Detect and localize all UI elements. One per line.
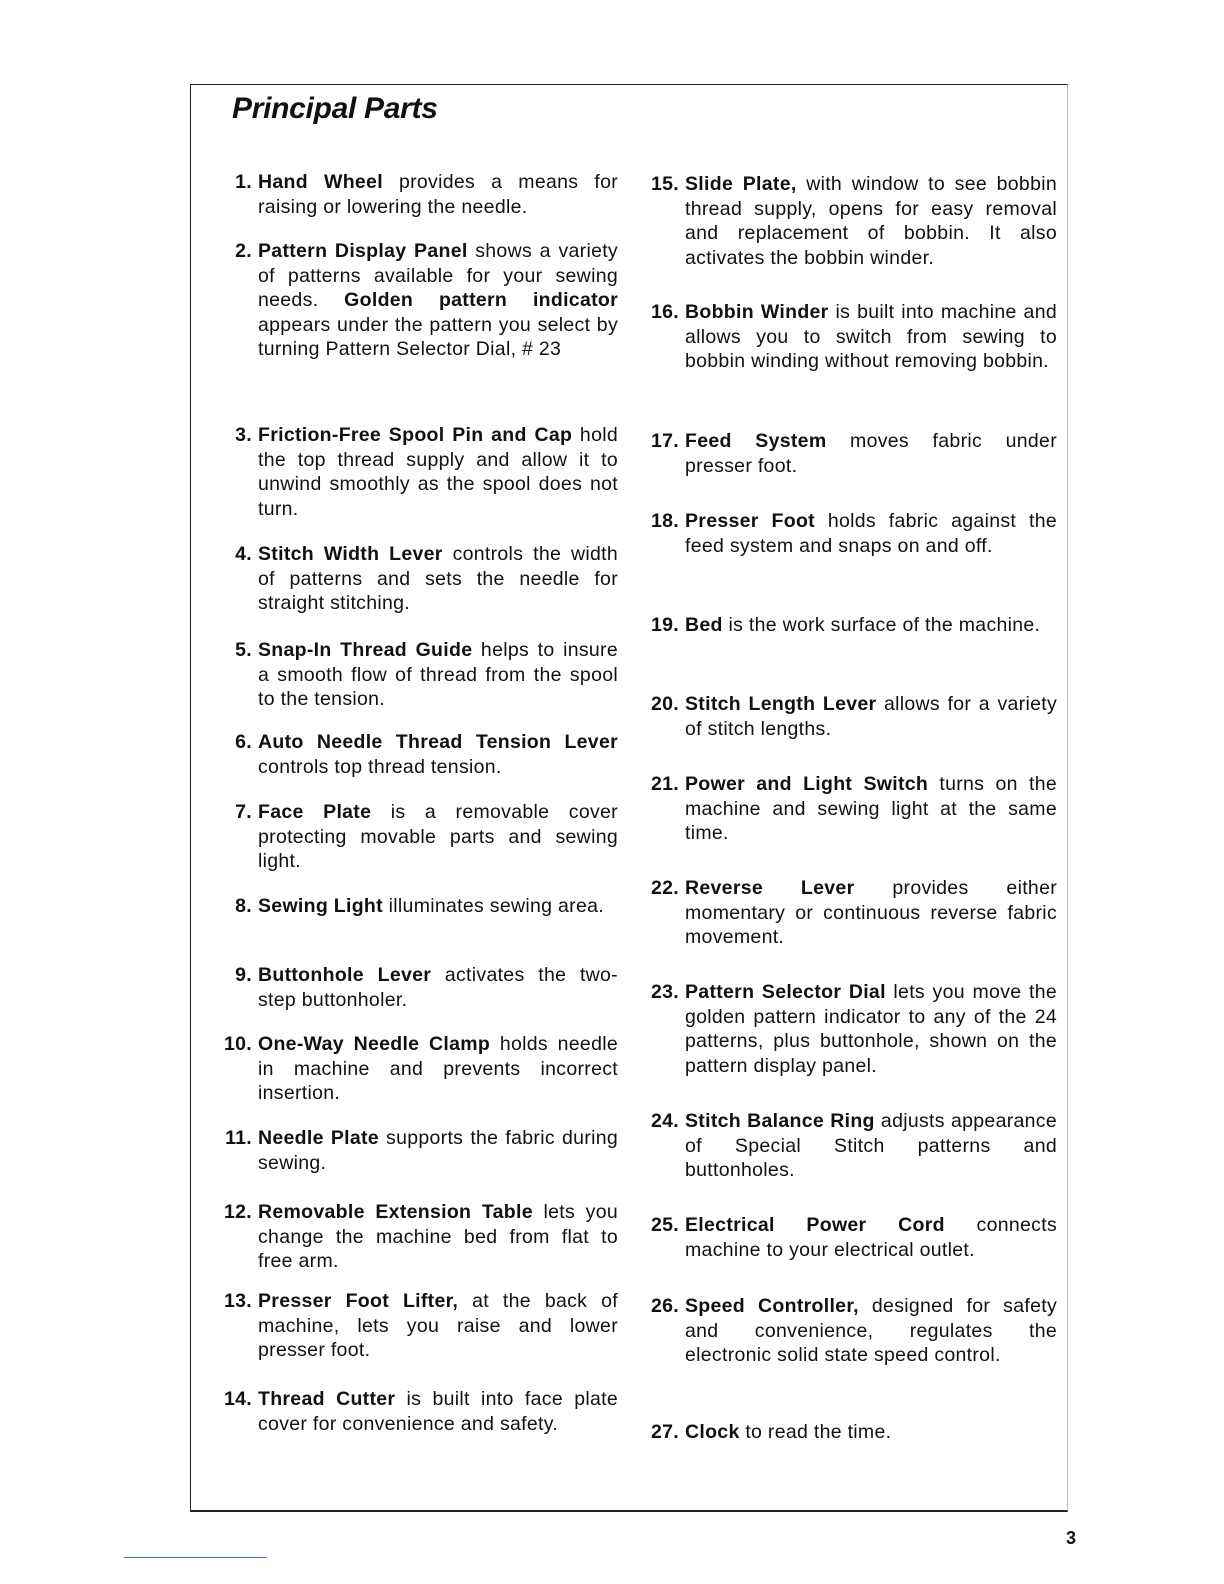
item-text — [258, 963, 618, 1012]
item-number: 13. — [223, 1290, 252, 1312]
item-description: adjusts appearance of Special Stitch patterns and buttonholes. — [685, 1110, 1057, 1182]
footer-rule — [124, 1557, 267, 1558]
item-number: 11. — [225, 1127, 252, 1149]
item-term: Auto Needle Thread Tension Lever — [258, 731, 618, 753]
item-term: Thread Cutter — [258, 1388, 396, 1410]
item-number: 2. — [235, 240, 252, 262]
item-number: 20. — [650, 693, 679, 715]
item-description: is the work surface of the machine. — [722, 614, 1041, 636]
item-number: 18. — [650, 510, 679, 532]
item-description-secondary: appears under the pattern you select by turning Pattern Selector Dial, # 23 — [258, 313, 618, 361]
item-description: provides a means for raising or lowering the needle. — [258, 171, 619, 218]
page-number: 3 — [1066, 1528, 1077, 1548]
item-number: 22. — [650, 877, 679, 899]
item-description: illuminates sewing area. — [382, 895, 604, 917]
item-term: Pattern Display Panel — [258, 240, 468, 262]
item-description: activates the two-step buttonholer. — [258, 964, 618, 1011]
item-text — [685, 1213, 1057, 1262]
item-term: One-Way Needle Clamp — [258, 1033, 491, 1055]
list-item — [645, 429, 1057, 478]
item-description: turns on the machine and sewing light at the same time. — [685, 773, 1057, 845]
item-text — [258, 170, 618, 219]
list-item — [218, 239, 618, 362]
item-term: Pattern Selector Dial — [685, 981, 886, 1003]
item-term: Power and Light Switch — [685, 773, 929, 795]
item-number: 25. — [650, 1214, 679, 1236]
list-item — [645, 1294, 1057, 1368]
item-text — [685, 429, 1057, 478]
list-item — [218, 1289, 618, 1363]
item-description: is built into face plate cover for convenience and safety. — [258, 1388, 619, 1435]
list-item — [218, 1200, 618, 1274]
list-item — [645, 172, 1057, 270]
item-term: Sewing Light — [258, 895, 383, 917]
item-term: Needle Plate — [258, 1127, 379, 1149]
item-number: 4. — [235, 543, 252, 565]
item-term: Feed System — [685, 430, 827, 452]
item-term: Buttonhole Lever — [258, 964, 432, 986]
item-description: at the back of machine, lets you raise and lower presser foot. — [258, 1290, 619, 1362]
list-item — [645, 876, 1057, 950]
item-text — [258, 1032, 618, 1106]
item-text — [685, 172, 1057, 270]
item-text — [258, 542, 618, 616]
item-text — [685, 772, 1057, 846]
item-description: holds needle in machine and prevents incorrect insertion. — [258, 1033, 618, 1105]
item-description: hold the top thread supply and allow it to unwind smoothly as the spool does not turn. — [258, 424, 618, 520]
item-number: 8. — [235, 895, 252, 917]
item-description: to read the time. — [739, 1421, 892, 1443]
item-number: 16. — [650, 301, 679, 323]
item-number: 5. — [235, 639, 252, 661]
item-text — [258, 239, 618, 362]
item-number: 19. — [650, 614, 679, 636]
item-number: 26. — [650, 1295, 679, 1317]
item-number: 9. — [235, 964, 252, 986]
item-number: 17. — [650, 430, 679, 452]
list-item — [218, 894, 618, 919]
item-number: 1. — [235, 171, 252, 193]
list-item — [645, 1213, 1057, 1262]
list-item — [218, 730, 618, 779]
item-text — [258, 1126, 618, 1175]
item-description: provides either momentary or continuous reverse fabric movement. — [685, 877, 1058, 949]
item-text — [685, 692, 1057, 741]
item-text — [685, 613, 1057, 638]
list-item — [218, 542, 618, 616]
item-text — [685, 1294, 1057, 1368]
item-number: 27. — [650, 1421, 679, 1443]
item-description: lets you move the golden pattern indicator to any of the 24 patterns, plus buttonhole, shown on the pattern display panel. — [685, 981, 1057, 1077]
item-description: holds fabric against the feed system and snaps on and off. — [685, 510, 1057, 557]
item-description: lets you change the machine bed from flat to free arm. — [258, 1201, 618, 1273]
item-text — [685, 1420, 1057, 1445]
item-text — [258, 730, 618, 779]
item-text — [258, 894, 618, 919]
item-term: Friction-Free Spool Pin and Cap — [258, 424, 573, 446]
item-text — [685, 980, 1057, 1078]
item-number: 14. — [223, 1388, 252, 1410]
item-description: controls the width of patterns and sets the needle for straight stitching. — [258, 543, 618, 615]
item-number: 23. — [650, 981, 679, 1003]
item-description: with window to see bobbin thread supply, opens for easy removal and replacement of bobbin. It also activates the bobbin winder. — [685, 173, 1057, 269]
list-item — [218, 170, 618, 219]
item-term: Face Plate — [258, 801, 372, 823]
item-term: Hand Wheel — [258, 171, 383, 193]
item-term: Stitch Width Lever — [258, 543, 443, 565]
item-text — [258, 1387, 618, 1436]
item-term: Slide Plate, — [685, 173, 797, 195]
item-text — [685, 300, 1057, 374]
item-description: is a removable cover protecting movable parts and sewing light. — [258, 801, 618, 873]
item-term: Bobbin Winder — [685, 301, 829, 323]
page-title: Principal Parts — [232, 92, 438, 125]
item-term: Speed Controller, — [685, 1295, 859, 1317]
item-description: moves fabric under presser foot. — [685, 430, 1057, 477]
item-text — [258, 1200, 618, 1274]
list-item — [645, 1420, 1057, 1445]
item-description: helps to insure a smooth flow of thread from the spool to the tension. — [258, 639, 618, 711]
item-text — [258, 638, 618, 712]
list-item — [218, 1387, 618, 1436]
item-number: 15. — [650, 173, 679, 195]
item-description: shows a variety of patterns available for your sewing needs. — [258, 240, 618, 312]
item-text — [258, 800, 618, 874]
item-number: 24. — [650, 1110, 679, 1132]
list-item — [218, 963, 618, 1012]
list-item — [218, 1126, 618, 1175]
list-item — [218, 423, 618, 521]
list-item — [218, 638, 618, 712]
item-term: Presser Foot — [685, 510, 815, 532]
list-item — [645, 1109, 1057, 1183]
item-term: Snap-In Thread Guide — [258, 639, 473, 661]
item-text — [685, 509, 1057, 558]
item-description: is built into machine and allows you to switch from sewing to bobbin winding without removing bobbin. — [685, 301, 1057, 373]
item-number: 6. — [235, 731, 252, 753]
item-text — [258, 1289, 618, 1363]
list-item — [645, 300, 1057, 374]
item-term: Clock — [685, 1421, 740, 1443]
item-number: 10. — [223, 1033, 252, 1055]
item-term: Removable Extension Table — [258, 1201, 533, 1223]
item-term-secondary: Golden pattern indicator — [344, 289, 618, 312]
item-number: 7. — [235, 801, 252, 823]
item-text — [685, 876, 1057, 950]
item-term: Presser Foot Lifter, — [258, 1290, 459, 1312]
list-item — [645, 980, 1057, 1078]
list-item — [645, 509, 1057, 558]
item-term: Reverse Lever — [685, 877, 855, 899]
item-description: supports the fabric during sewing. — [258, 1127, 618, 1174]
item-term: Stitch Length Lever — [685, 693, 877, 715]
item-description: controls top thread tension. — [258, 755, 502, 778]
item-number: 21. — [650, 773, 679, 795]
item-term: Stitch Balance Ring — [685, 1110, 875, 1132]
item-description: connects machine to your electrical outlet. — [685, 1214, 1057, 1261]
item-number: 12. — [223, 1201, 252, 1223]
list-item — [645, 613, 1057, 638]
list-item — [218, 800, 618, 874]
item-number: 3. — [235, 424, 252, 446]
item-term: Bed — [685, 614, 723, 636]
list-item — [645, 772, 1057, 846]
item-text — [258, 423, 618, 521]
item-term: Electrical Power Cord — [685, 1214, 945, 1236]
item-text — [685, 1109, 1057, 1183]
list-item — [645, 692, 1057, 741]
item-description: designed for safety and convenience, regulates the electronic solid state speed control. — [685, 1295, 1058, 1367]
item-description: allows for a variety of stitch lengths. — [685, 693, 1057, 740]
list-item — [218, 1032, 618, 1106]
